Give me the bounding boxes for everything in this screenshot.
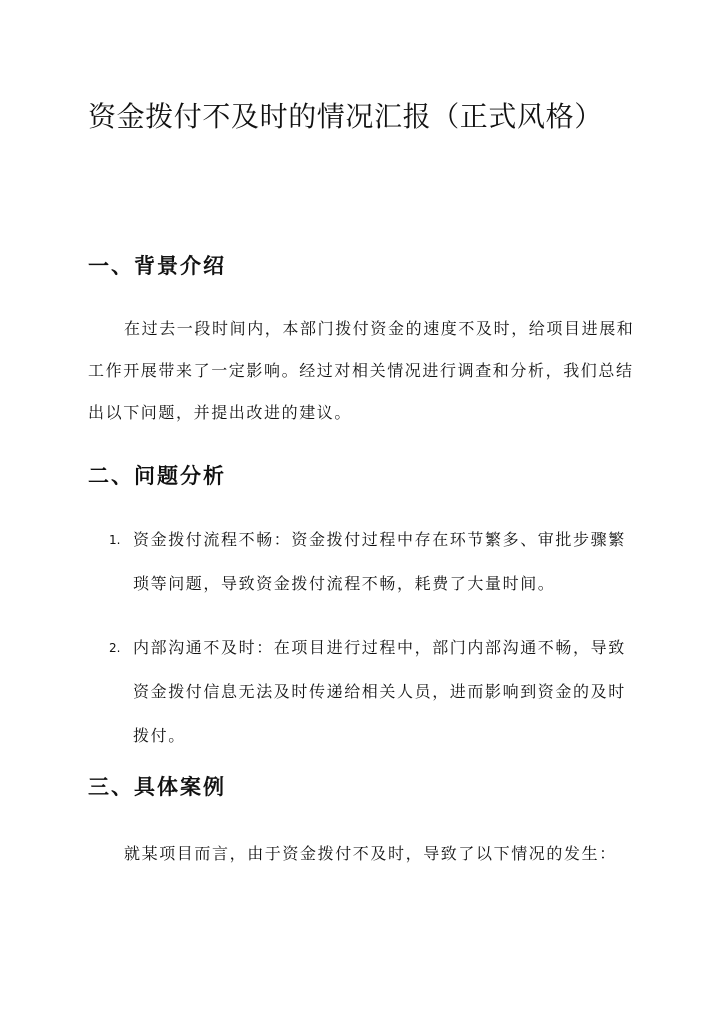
page-title: 资金拨付不及时的情况汇报（正式风格） [88, 100, 603, 133]
list-item-number: 2. [109, 641, 121, 655]
list-item [88, 626, 636, 758]
section-heading-problem-analysis: 二、问题分析 [88, 464, 226, 488]
list-item-text: 内部沟通不及时：在项目进行过程中，部门内部沟通不畅，导致资金拨付信息无法及时传递给相关人员，进而影响到资金的及时拨付。 [133, 638, 626, 745]
list-item [88, 518, 636, 606]
list-item-text: 资金拨付流程不畅：资金拨付过程中存在环节繁多、审批步骤繁琐等问题，导致资金拨付流程不畅，耗费了大量时间。 [133, 530, 626, 593]
background-paragraph: 在过去一段时间内，本部门拨付资金的速度不及时，给项目进展和工作开展带来了一定影响。经过对相关情况进行调查和分析，我们总结出以下问题，并提出改进的建议。 [88, 319, 635, 422]
section-heading-background: 一、背景介绍 [88, 254, 226, 278]
section-heading-case-study: 三、具体案例 [88, 775, 226, 799]
problem-list [88, 518, 636, 758]
list-item-number: 1. [109, 533, 121, 547]
case-study-paragraph: 就某项目而言，由于资金拨付不及时，导致了以下情况的发生： [124, 844, 617, 863]
